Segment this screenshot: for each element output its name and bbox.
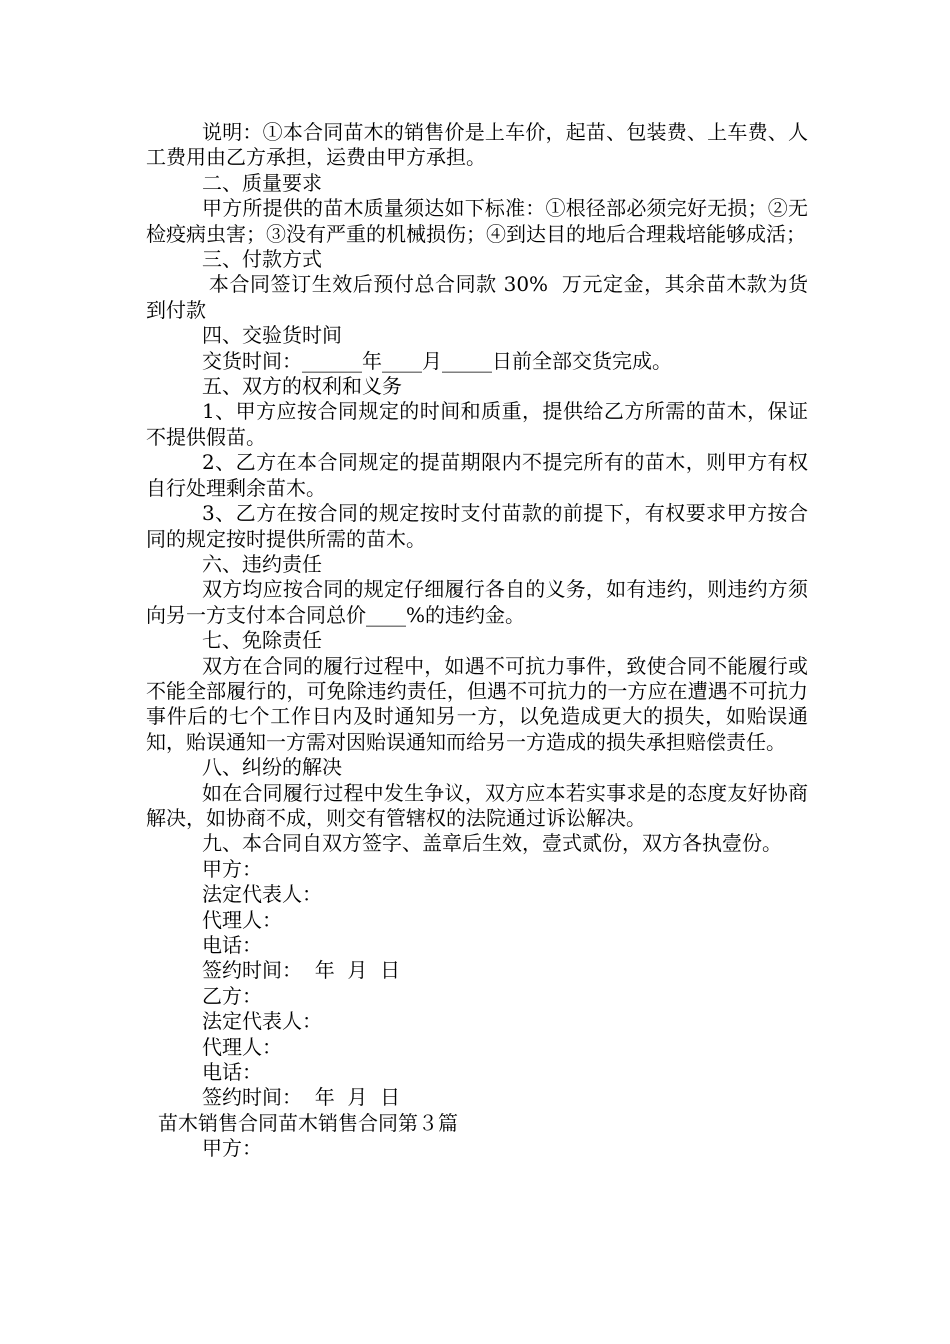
party-a-agent: 代理人： xyxy=(202,907,282,932)
section-heading-exemption: 七、免除责任 xyxy=(202,628,322,653)
document-page xyxy=(146,120,808,1162)
party-b-label: 乙方： xyxy=(202,983,262,1008)
next-contract-party-a: 甲方： xyxy=(202,1136,262,1161)
party-a-phone: 电话： xyxy=(202,933,262,957)
price-note-paragraph: 说明：①本合同苗木的销售价是上车价，起苗、包装费、上车费、人工费用由乙方承担，运费由甲方承担。 xyxy=(146,120,808,170)
delivery-paragraph: 交货时间：______年____月_____日前全部交货完成。 xyxy=(202,348,672,373)
rights-item-3: 3、乙方在按合同的规定按时支付苗款的前提下，有权要求甲方按合同的规定按时提供所需的苗木。 xyxy=(146,501,808,551)
payment-paragraph: 本合同签订生效后预付总合同款 30% 万元定金，其余苗木款为货到付款 xyxy=(146,272,809,322)
breach-paragraph: 双方均应按合同的规定仔细履行各自的义务，如有违约，则违约方须向另一方支付本合同总价____%的违约金。 xyxy=(146,577,808,627)
effective-clause-paragraph: 九、本合同自双方签字、盖章后生效，壹式贰份，双方各执壹份。 xyxy=(202,831,782,856)
quality-paragraph: 甲方所提供的苗木质量须达如下标准：①根径部必须完好无损；②无检疫病虫害；③没有严重的机械损伤；④到达目的地后合理栽培能够成活； xyxy=(146,196,808,246)
party-b-phone: 电话： xyxy=(202,1060,262,1085)
party-b-agent: 代理人： xyxy=(202,1034,282,1059)
party-a-label: 甲方： xyxy=(202,856,262,881)
section-heading-rights: 五、双方的权利和义务 xyxy=(202,374,402,399)
party-a-sign-date: 签约时间： 年 月 日 xyxy=(202,958,401,983)
section-heading-dispute: 八、纠纷的解决 xyxy=(202,755,342,780)
rights-item-1: 1、甲方应按合同规定的时间和质重，提供给乙方所需的苗木，保证不提供假苗。 xyxy=(146,399,808,449)
party-b-sign-date: 签约时间： 年 月 日 xyxy=(202,1085,401,1110)
exemption-paragraph: 双方在合同的履行过程中，如遇不可抗力事件，致使合同不能履行或不能全部履行的，可免除违约责任，但遇不可抗力的一方应在遭遇不可抗力事件后的七个工作日内及时通知另一方，以免造成更大的损失，如贻误通知，贻误通知一方需对因贻误通知而给另一方造成的损失承担赔偿责任。 xyxy=(146,653,808,754)
section-heading-delivery: 四、交验货时间 xyxy=(202,323,342,348)
section-heading-breach: 六、违约责任 xyxy=(202,551,322,576)
party-a-representative: 法定代表人： xyxy=(202,882,322,907)
section-heading-payment: 三、付款方式 xyxy=(202,247,322,272)
next-contract-title: 苗木销售合同苗木销售合同第３篇 xyxy=(158,1110,458,1135)
rights-item-2: 2、乙方在本合同规定的提苗期限内不提完所有的苗木，则甲方有权自行处理剩余苗木。 xyxy=(146,450,808,500)
section-heading-quality: 二、质量要求 xyxy=(202,170,322,195)
dispute-paragraph: 如在合同履行过程中发生争议，双方应本若实事求是的态度友好协商解决，如协商不成，则交有管辖权的法院通过诉讼解决。 xyxy=(146,780,808,830)
party-b-representative: 法定代表人： xyxy=(202,1009,322,1034)
